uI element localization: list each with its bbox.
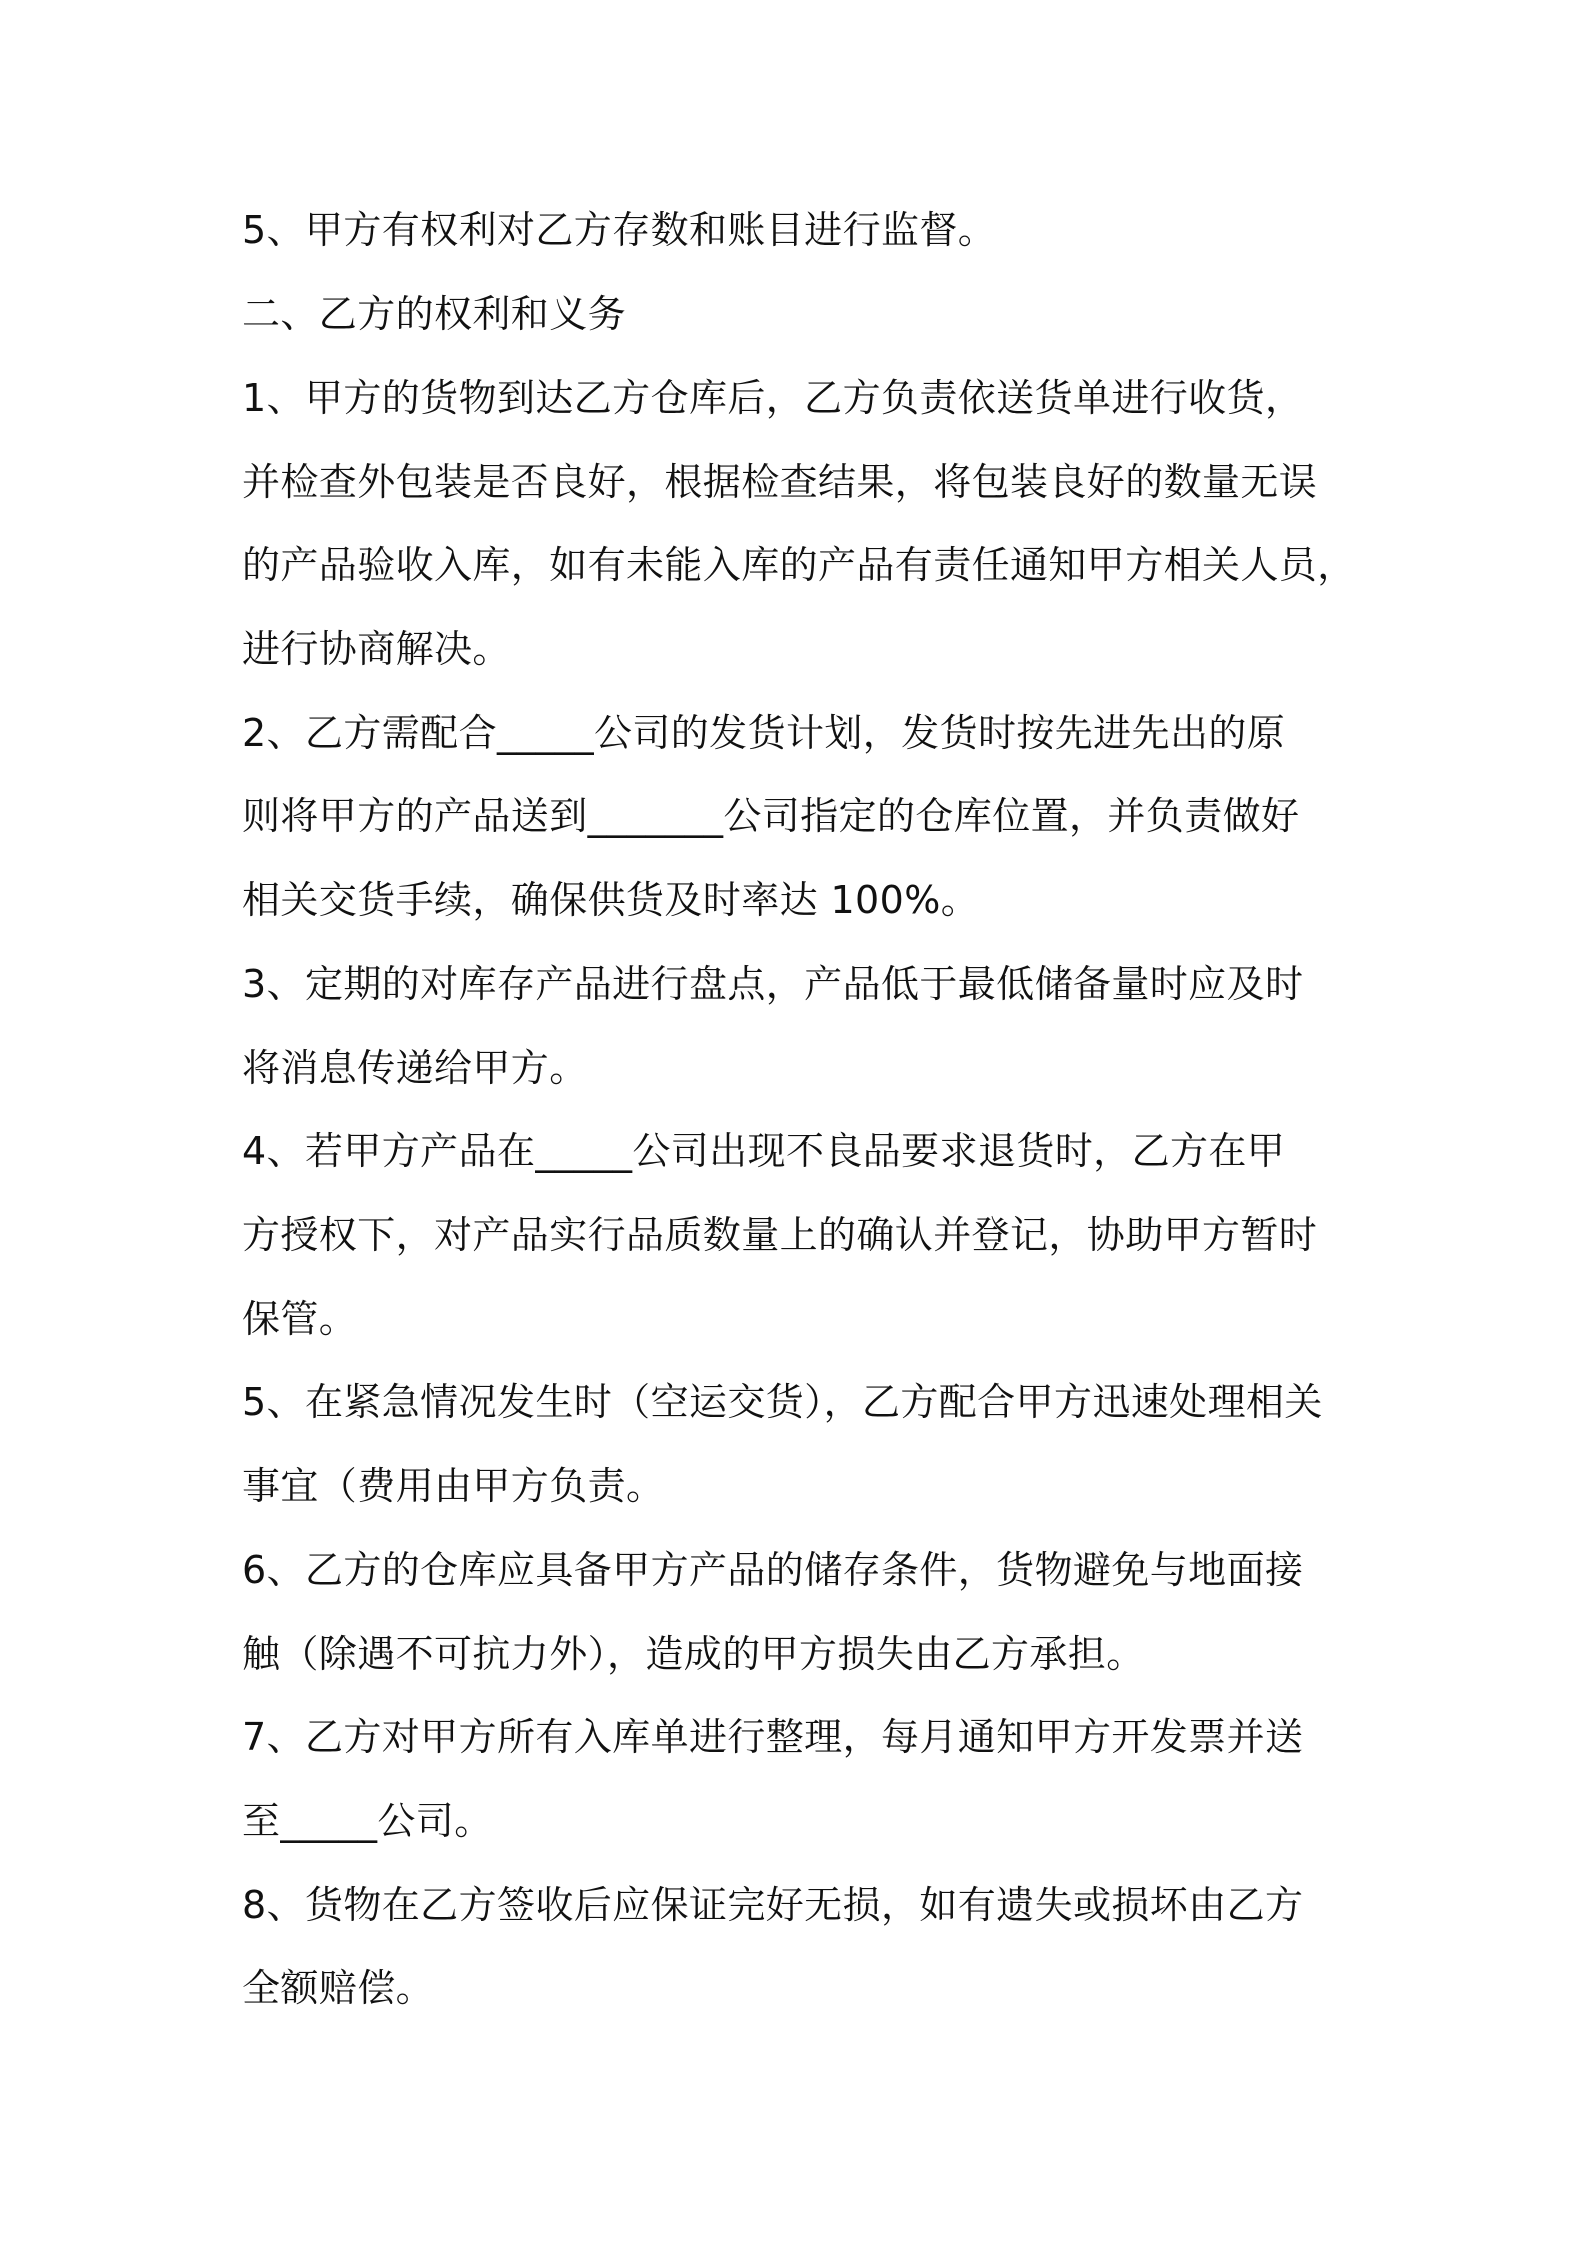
text-line: 并检查外包装是否良好，根据检查结果，将包装良好的数量无误: [242, 460, 1318, 504]
text-line: 7、乙方对甲方所有入库单进行整理，每月通知甲方开发票并送: [242, 1715, 1304, 1759]
section-heading: 二、乙方的权利和义务: [242, 292, 627, 336]
text-line: 8、货物在乙方签收后应保证完好无损，如有遗失或损坏由乙方: [242, 1883, 1304, 1927]
text-line: 方授权下，对产品实行品质数量上的确认并登记，协助甲方暂时: [242, 1213, 1318, 1257]
text-line: 5、甲方有权利对乙方存数和账目进行监督。: [242, 208, 997, 252]
text-line: 相关交货手续，确保供货及时率达 100%。: [242, 878, 980, 922]
text-line: 至_____公司。: [242, 1799, 493, 1843]
text-line: 2、乙方需配合_____公司的发货计划，发货时按先进先出的原: [242, 711, 1286, 755]
text-line: 进行协商解决。: [242, 627, 511, 671]
text-line: 的产品验收入库，如有未能入库的产品有责任通知甲方相关人员，: [242, 543, 1356, 587]
text-line: 则将甲方的产品送到_______公司指定的仓库位置，并负责做好: [242, 794, 1300, 838]
text-line: 3、定期的对库存产品进行盘点，产品低于最低储备量时应及时: [242, 962, 1304, 1006]
text-line: 事宜（费用由甲方负责。: [242, 1464, 665, 1508]
text-line: 保管。: [242, 1297, 358, 1341]
text-line: 将消息传递给甲方。: [242, 1046, 588, 1090]
text-line: 4、若甲方产品在_____公司出现不良品要求退货时，乙方在甲: [242, 1129, 1286, 1173]
text-line: 全额赔偿。: [242, 1966, 435, 2010]
text-line: 1、甲方的货物到达乙方仓库后，乙方负责依送货单进行收货，: [242, 376, 1304, 420]
text-line: 触（除遇不可抗力外），造成的甲方损失由乙方承担。: [242, 1632, 1145, 1676]
text-line: 6、乙方的仓库应具备甲方产品的储存条件，货物避免与地面接: [242, 1548, 1304, 1592]
text-line: 5、在紧急情况发生时（空运交货），乙方配合甲方迅速处理相关: [242, 1380, 1323, 1424]
